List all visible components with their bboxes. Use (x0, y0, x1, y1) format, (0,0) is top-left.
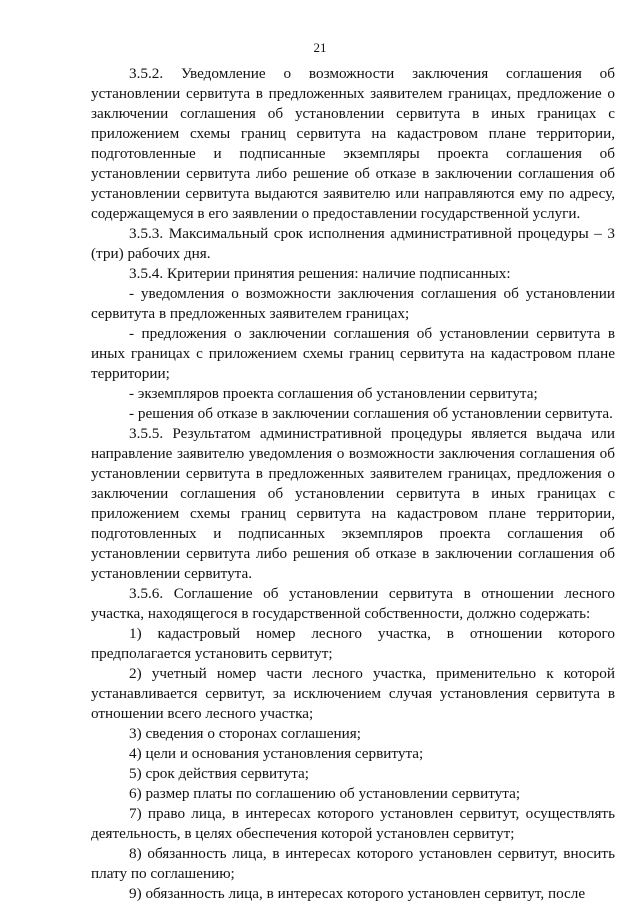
list-item-7: 7) право лица, в интересах которого установлен сервитут, осуществлять деятельность, в целях обеспечения которой установлен сервитут; (91, 805, 615, 842)
page-number: 21 (313, 40, 327, 55)
list-item-refusal-decision: - решения об отказе в заключении соглашения об установлении сервитута. (129, 405, 613, 422)
list-item-draft-copies: - экземпляров проекта соглашения об установлении сервитута; (129, 385, 538, 402)
paragraph-3-5-6: 3.5.6. Соглашение об установлении сервитута в отношении лесного участка, находящегося в государственной собственности, должно содержать: (91, 585, 615, 622)
list-item-3: 3) сведения о сторонах соглашения; (129, 725, 361, 742)
list-item-proposal: - предложения о заключении соглашения об установлении сервитута в иных границах с приложением схемы границ сервитута на кадастровом плане территории; (91, 325, 615, 382)
list-item-4: 4) цели и основания установления сервитута; (129, 745, 424, 762)
list-item-notification: - уведомления о возможности заключения соглашения об установлении сервитута в предложенных заявителем границах; (91, 285, 615, 322)
paragraph-3-5-5: 3.5.5. Результатом административной процедуры является выдача или направление заявителю уведомления о возможности заключения соглашения об установлении сервитута в предложенных заявителем границах, предложения о заключении соглашения об установлении сервитута в иных границах с приложением схемы границ сервитута на кадастровом плане территории, подготовленных и подписанных экземпляров проекта соглашения об установлении сервитута либо решения об отказе в заключении соглашения об установлении сервитута. (91, 425, 615, 582)
list-item-9: 9) обязанность лица, в интересах которого установлен сервитут, после (129, 885, 586, 902)
paragraph-3-5-4: 3.5.4. Критерии принятия решения: наличие подписанных: (129, 265, 511, 282)
document-body (91, 64, 615, 904)
paragraph-3-5-3: 3.5.3. Максимальный срок исполнения административной процедуры – 3 (три) рабочих дня. (91, 225, 615, 262)
list-item-5: 5) срок действия сервитута; (129, 765, 309, 782)
paragraph-3-5-2: 3.5.2. Уведомление о возможности заключения соглашения об установлении сервитута в предложенных заявителем границах, предложение о заключении соглашения об установлении сервитута в иных границах с приложением схемы границ сервитута на кадастровом плане территории, подготовленные и подписанные экземпляры проекта соглашения об установлении сервитута либо решение об отказе в заключении соглашения об установлении сервитута выдаются заявителю или направляются ему по адресу, содержащемуся в его заявлении о предоставлении государственной услуги. (91, 65, 615, 222)
list-item-1: 1) кадастровый номер лесного участка, в отношении которого предполагается установить сервитут; (91, 625, 615, 662)
list-item-2: 2) учетный номер части лесного участка, применительно к которой устанавливается сервитут, за исключением случая установления сервитута в отношении всего лесного участка; (91, 665, 615, 722)
list-item-8: 8) обязанность лица, в интересах которого установлен сервитут, вносить плату по соглашению; (91, 845, 615, 882)
list-item-6: 6) размер платы по соглашению об установлении сервитута; (129, 785, 521, 802)
